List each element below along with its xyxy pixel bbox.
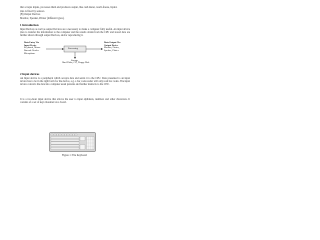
section-2-paragraph-2: It is a two-hour input device that allows the user to input alphabets, numbers and other characters. It consists of a set of keys mounted on a board. — [20, 98, 130, 105]
document-page — [0, 0, 149, 198]
intro-line-4: Monitor, Speaker, Printer (different types). — [20, 16, 65, 20]
output-arrowhead — [101, 48, 103, 50]
io-flow-diagram — [24, 42, 124, 66]
storage-label: Storage — [71, 59, 79, 62]
output-box-line-4: Speaker, Plotter — [104, 50, 119, 53]
intro-line-1: that accepts inputs, processes them and produces output, like cash meter, touch-fraeze, liquid- — [20, 6, 118, 9]
input-box-line-2: Input Device — [24, 44, 37, 47]
storage-devices-label: Hard Disks, CD, Floppy Disk — [62, 62, 90, 65]
section-1-heading: 1 Introduction — [20, 23, 39, 27]
output-box-line-1: Data Output Via — [104, 42, 121, 44]
section-1-paragraph: Input Devices as well as output Devices are a necessary to make a computer fully useful. An input device tries to transfer the information to the computer and the results obtain from the CPU and stored data are further shown through output Devices, and/or reproducing it. — [20, 28, 130, 38]
intro-line-3: (B) Output Devices — [20, 13, 41, 16]
processing-label: Processing — [68, 47, 78, 50]
input-box-line-4: Barcode Reader — [24, 50, 39, 53]
input-arrowhead — [62, 48, 64, 50]
output-box-line-3: Monitor, Printer, — [104, 47, 120, 50]
keyboard-figure — [49, 132, 96, 152]
output-box-line-2: Output Device — [104, 44, 119, 47]
input-box-line-3: Keyboard, Mouse — [24, 47, 41, 50]
keyboard-image — [49, 132, 96, 152]
input-box-line-5: Microphone — [24, 52, 36, 55]
figure-caption: Figure 1: The Keyboard — [62, 154, 87, 157]
section-2-heading: 2 Input devices — [20, 72, 40, 76]
intro-line-2: data is fixed by sensors. — [20, 9, 45, 13]
section-2-paragraph-1: An Input device is a peripheral which accepts data and sends it to the CPU. Data presented to an input device has to be in the right form for the device, e.g. a bar code reader will only read bar codes. The input device converts the data into computer usual patterns and further instructs to the CPU. — [20, 77, 130, 87]
input-box-line-1: Data Entry Via — [24, 42, 39, 44]
